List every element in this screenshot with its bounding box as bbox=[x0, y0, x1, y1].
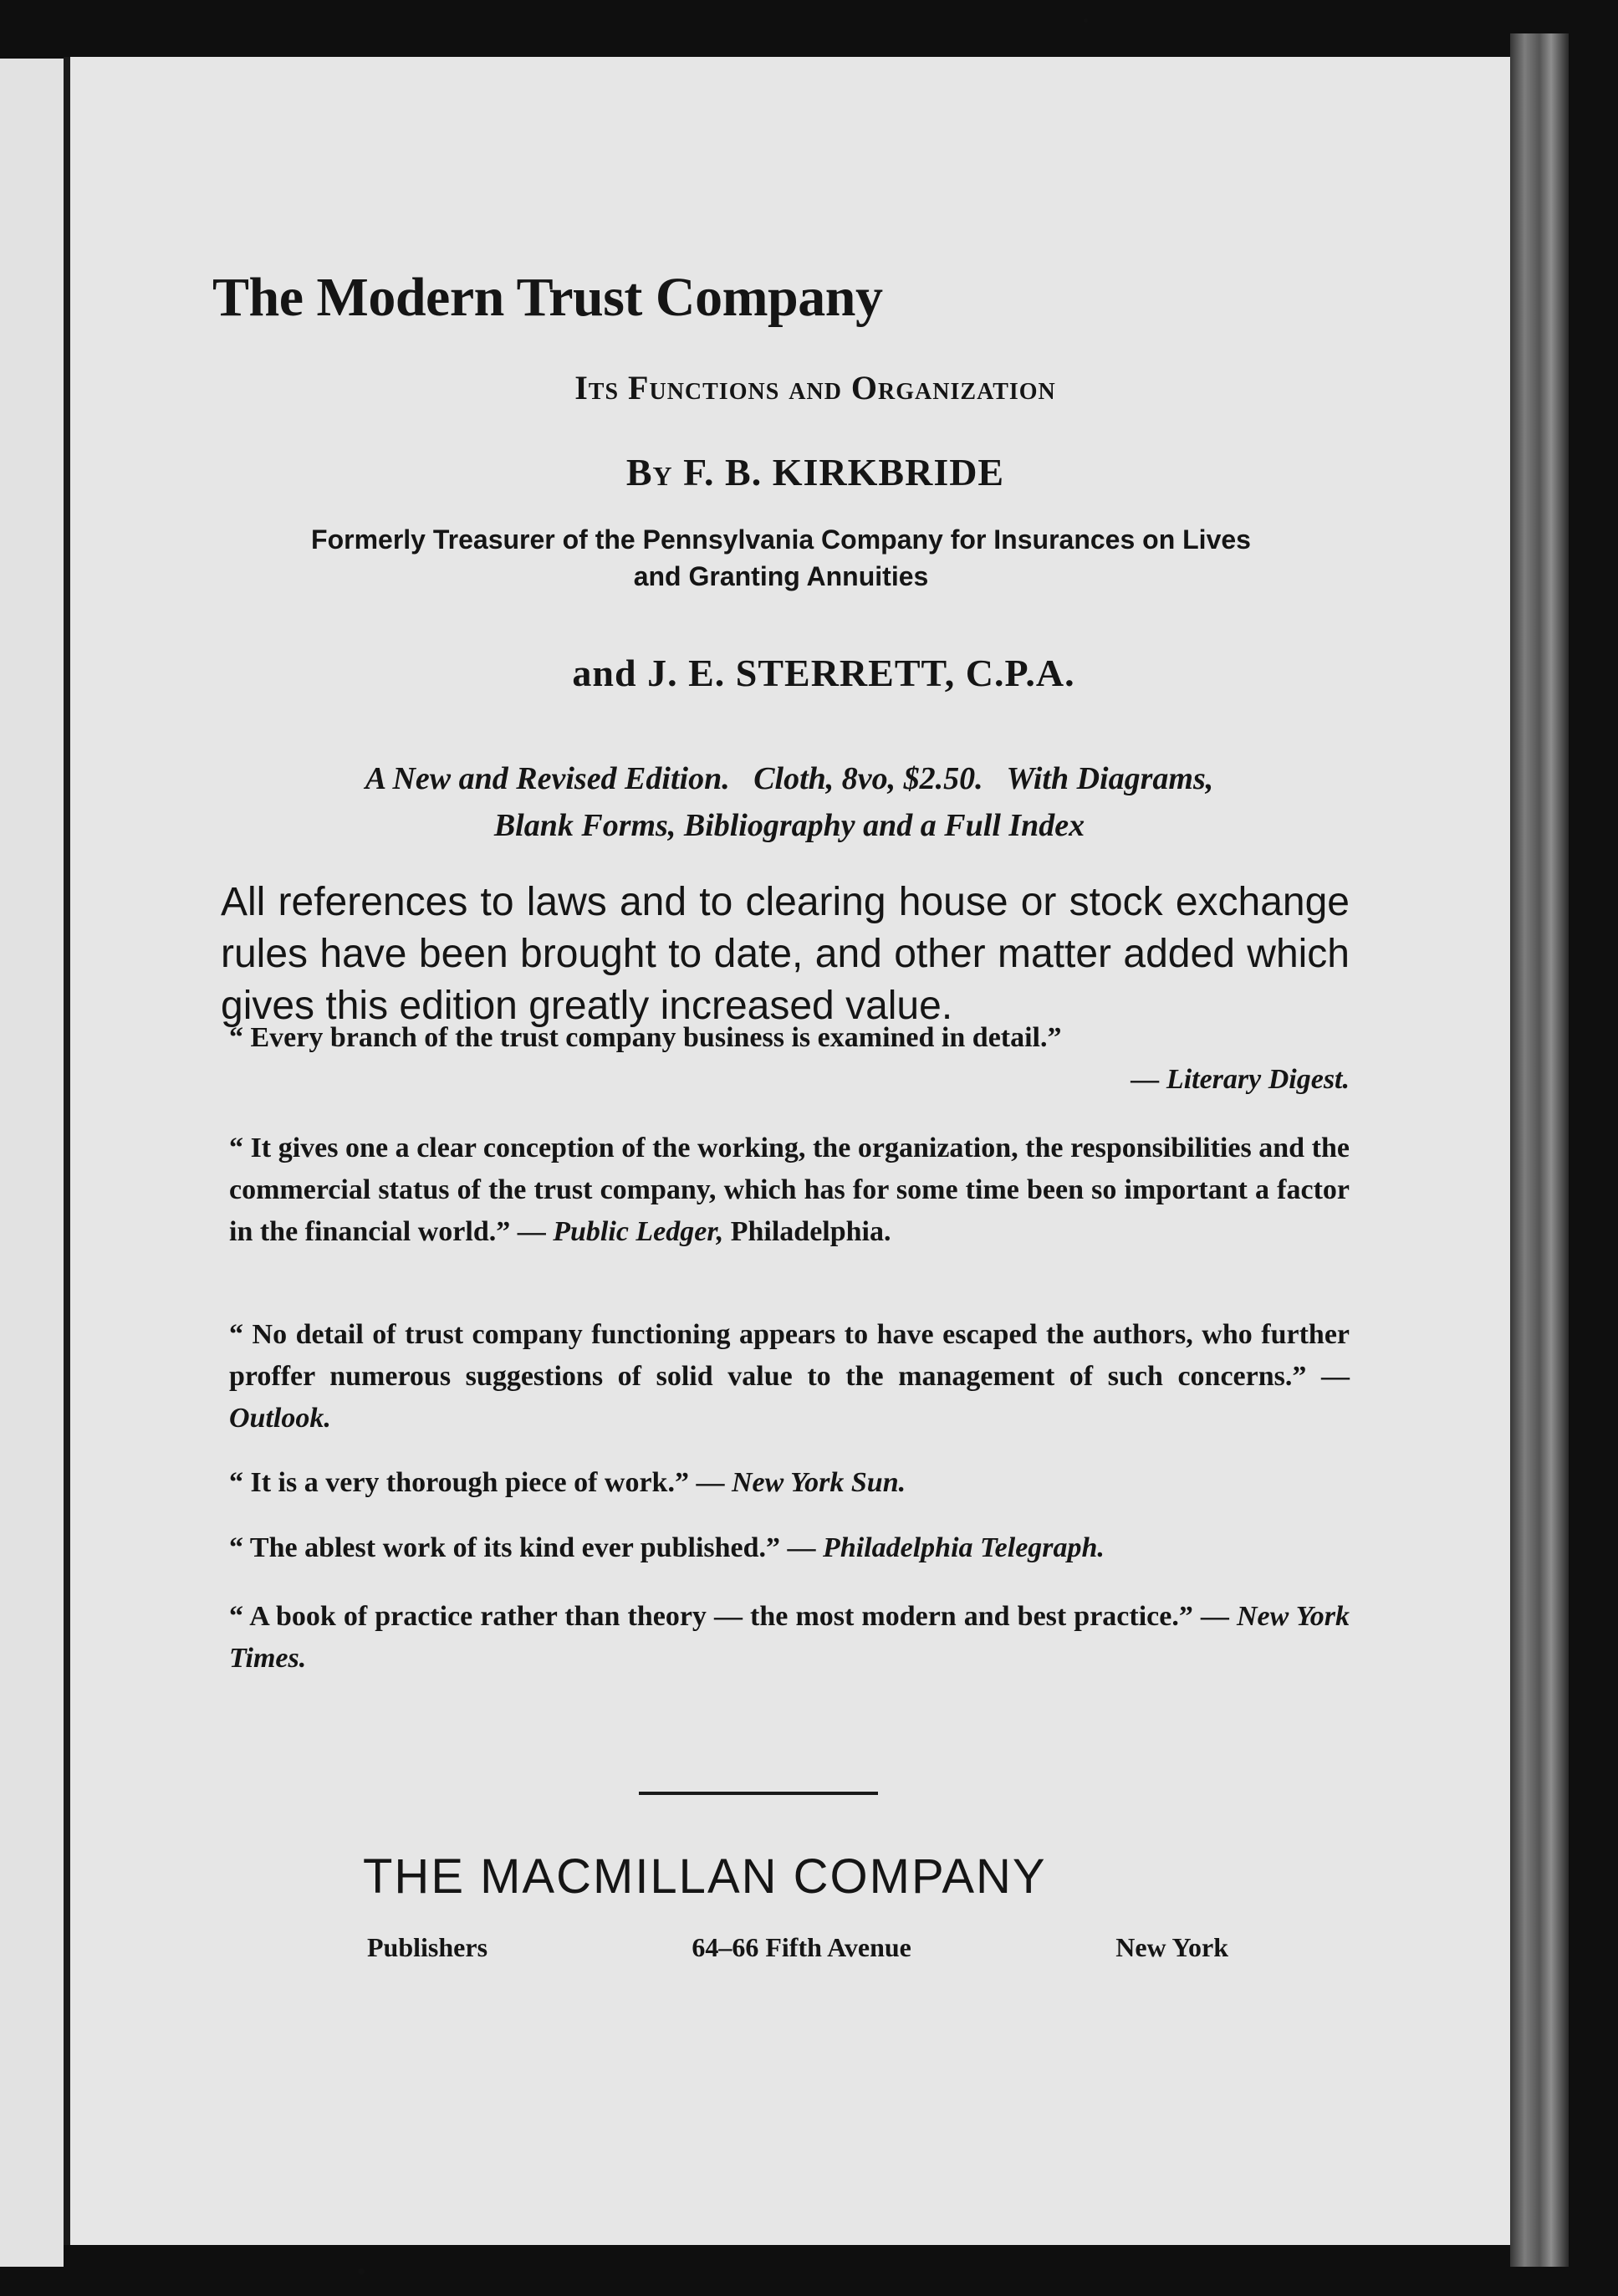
author-desc-line1: Formerly Treasurer of the Pennsylvania Company for Insurances on Lives bbox=[311, 524, 1251, 555]
scan-speck bbox=[1084, 18, 1088, 23]
edition-line1: A New and Revised Edition. Cloth, 8vo, $2.50. With Diagrams, bbox=[365, 761, 1214, 796]
first-author bbox=[70, 450, 1510, 494]
description-paragraph: All references to laws and to clearing house or stock exchange rules have been brought to date, and other matter added which gives this edition greatly increased value. bbox=[221, 880, 1350, 1028]
review-source: Public Ledger, bbox=[553, 1216, 724, 1247]
scan-speck bbox=[358, 2268, 365, 2275]
review-source: Philadelphia Telegraph. bbox=[823, 1532, 1105, 1563]
review-source: New York Sun. bbox=[731, 1467, 906, 1498]
review-quote bbox=[229, 1314, 1350, 1439]
review-source-tail: Philadelphia. bbox=[723, 1216, 891, 1247]
publisher-name: THE MACMILLAN COMPANY bbox=[363, 1849, 1047, 1904]
publisher-info-line bbox=[367, 1932, 1228, 1963]
review-quote bbox=[229, 1527, 1350, 1569]
review-source: — Literary Digest. bbox=[1131, 1064, 1350, 1095]
book-subtitle: Its Functions and Organization bbox=[574, 369, 1056, 407]
second-author: and J. E. STERRETT, C.P.A. bbox=[572, 652, 1075, 694]
review-quote bbox=[229, 1462, 1350, 1504]
publisher-city: New York bbox=[1115, 1932, 1228, 1962]
publisher-address: 64–66 Fifth Avenue bbox=[692, 1932, 911, 1962]
review-text: “ Every branch of the trust company business is examined in detail.” bbox=[229, 1022, 1062, 1053]
review-text: “ The ablest work of its kind ever published.” — bbox=[229, 1532, 816, 1563]
adjacent-page-edge bbox=[0, 59, 64, 2267]
review-text: “ A book of practice rather than theory — the most modern and best practice.” — bbox=[229, 1601, 1229, 1632]
author-name: F. B. KIRKBRIDE bbox=[683, 451, 1005, 493]
divider-rule bbox=[639, 1792, 878, 1795]
review-quote bbox=[229, 1596, 1350, 1680]
page-stack-edge bbox=[1510, 33, 1569, 2267]
review-text: “ It is a very thorough piece of work.” — bbox=[229, 1467, 725, 1498]
review-source: Outlook. bbox=[229, 1403, 331, 1434]
book-title: The Modern Trust Company bbox=[212, 267, 883, 328]
review-quote bbox=[229, 1128, 1350, 1253]
review-source: New York Times. bbox=[229, 1601, 1350, 1674]
review-text: “ It gives one a clear conception of the working, the organization, the responsibilities and the commercial status of the trust company, which has for some time been so important a factor in the financial world.” — bbox=[229, 1133, 1350, 1247]
edition-line2: Blank Forms, Bibliography and a Full Index bbox=[493, 808, 1085, 843]
author-prefix: By bbox=[625, 451, 673, 493]
review-quote bbox=[229, 1017, 1350, 1101]
document-page bbox=[70, 57, 1510, 2245]
review-text: “ No detail of trust company functioning appears to have escaped the authors, who further proffer numerous suggestions of solid value to the management of such concerns.” — bbox=[229, 1319, 1350, 1392]
publisher-label: Publishers bbox=[367, 1932, 488, 1962]
edition-details bbox=[221, 755, 1358, 849]
author-desc-line2: and Granting Annuities bbox=[633, 561, 929, 591]
first-author-description bbox=[212, 521, 1350, 595]
